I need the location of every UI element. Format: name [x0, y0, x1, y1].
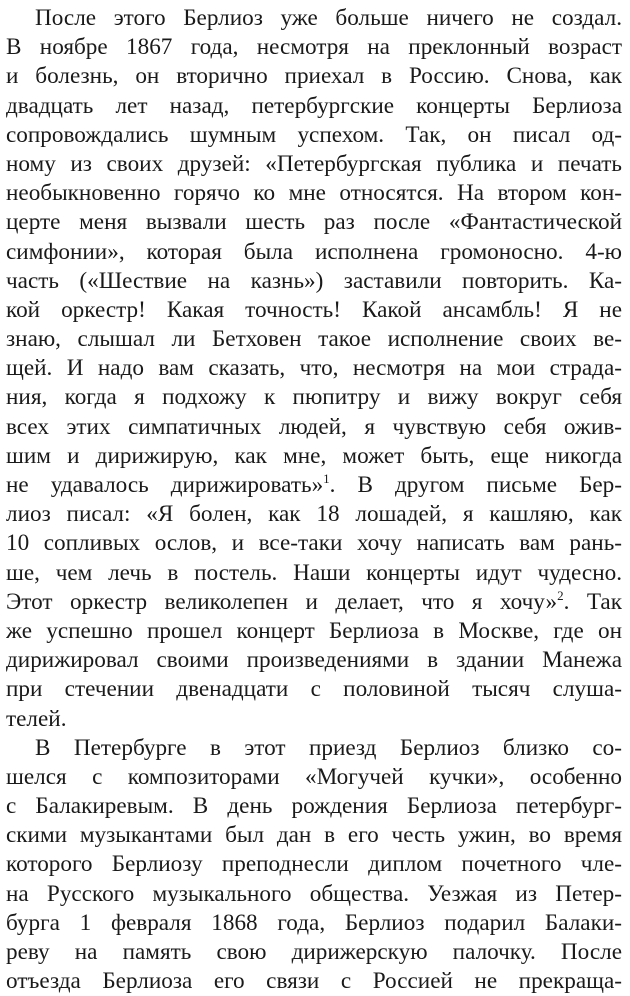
- line-text-continuation: . В другом письме Бер-: [329, 472, 622, 498]
- text-line: [6, 500, 622, 529]
- line-text: Этот оркестр великолепен и делает, что я хочу»: [6, 588, 558, 615]
- text-line: [6, 296, 622, 325]
- text-line: [6, 938, 622, 967]
- text-line: [6, 354, 622, 383]
- body-text: [6, 4, 622, 996]
- text-line: [6, 33, 622, 62]
- text-line: [6, 529, 622, 558]
- text-line: [6, 413, 622, 442]
- line-text: ше, чем лечь в постель. Наши концерты идут чудесно.: [6, 559, 622, 586]
- line-text: не удавалось дирижировать»: [6, 472, 324, 498]
- line-text: лиоз писал: «Я болен, как 18 лошадей, я кашляю, как: [6, 501, 622, 528]
- text-line: [6, 880, 622, 909]
- line-text: скими музыкантами был дан в его честь ужин, во время: [6, 822, 622, 849]
- paragraph: [6, 4, 622, 734]
- line-text-continuation: . Так: [563, 588, 622, 615]
- text-line: [6, 763, 622, 792]
- line-text: После этого Берлиоз уже больше ничего не создал.: [35, 5, 622, 31]
- line-text: знаю, слышал ли Бетховен такое исполнение своих ве-: [6, 326, 622, 353]
- line-text: шим и дирижирую, как мне, может быть, еще никогда: [6, 442, 622, 469]
- line-text: с Балакиревым. В день рождения Берлиоза петербург-: [6, 793, 622, 820]
- text-line: [6, 821, 622, 850]
- line-text: на Русского музыкального общества. Уезжая из Петер-: [6, 880, 622, 907]
- text-line: [6, 325, 622, 354]
- text-line: [6, 646, 622, 675]
- text-line: [6, 208, 622, 237]
- line-text: при стечении двенадцати с половиной тысяч слуша-: [6, 676, 622, 703]
- text-line: [6, 909, 622, 938]
- line-text: шелся с композиторами «Могучей кучки», особенно: [6, 763, 622, 790]
- text-line: [6, 734, 622, 763]
- text-line: [6, 121, 622, 150]
- text-line: [6, 442, 622, 471]
- line-text: дирижировал своими произведениями в здании Манежа: [6, 647, 622, 674]
- text-line: [6, 4, 622, 33]
- footnote-marker: 2: [557, 587, 564, 603]
- line-text: ному из своих друзей: «Петербургская публика и печать: [6, 150, 622, 177]
- text-line: [6, 617, 622, 646]
- line-text: бурга 1 февраля 1868 года, Берлиоз подарил Балаки-: [6, 909, 622, 936]
- line-text: отъезда Берлиоза его связи с Россией не прекраща-: [6, 968, 622, 995]
- text-line: [6, 383, 622, 412]
- text-line: [6, 967, 622, 996]
- line-text: симфонии», которая была исполнена громоносно. 4-ю: [6, 238, 622, 265]
- text-line: [6, 675, 622, 704]
- text-line: [6, 705, 622, 734]
- line-text: щей. И надо вам сказать, что, несмотря на мои страда-: [6, 355, 622, 382]
- text-line: [6, 150, 622, 179]
- book-page: [6, 4, 622, 996]
- line-text: кой оркестр! Какая точность! Какой ансамбль! Я не: [6, 296, 622, 323]
- line-text: необыкновенно горячо ко мне относятся. На втором кон-: [6, 180, 622, 207]
- text-line: [6, 588, 622, 617]
- line-text: церте меня вызвали шесть раз после «Фантастической: [6, 209, 622, 236]
- text-line: [6, 471, 622, 500]
- text-line: [6, 792, 622, 821]
- line-text: часть («Шествие на казнь») заставили повторить. Ка-: [6, 267, 622, 294]
- text-line: [6, 238, 622, 267]
- text-line: [6, 850, 622, 879]
- line-text: реву на память свою дирижерскую палочку. После: [6, 939, 622, 965]
- footnote-marker: 1: [323, 471, 330, 486]
- text-line: [6, 92, 622, 121]
- line-text: которого Берлиозу преподнесли диплом почетного чле-: [6, 851, 622, 878]
- line-text: 10 сопливых ослов, и все-таки хочу написать вам рань-: [6, 530, 622, 557]
- text-line: [6, 559, 622, 588]
- paragraph: [6, 734, 622, 996]
- text-line: [6, 267, 622, 296]
- line-text: ния, когда я подхожу к пюпитру и вижу вокруг себя: [6, 384, 622, 411]
- line-text: сопровождались шумным успехом. Так, он писал од-: [6, 121, 622, 148]
- line-text: В Петербурге в этот приезд Берлиоз близко со-: [35, 734, 622, 761]
- line-text: и болезнь, он вторично приехал в Россию. Снова, как: [6, 63, 622, 90]
- text-line: [6, 62, 622, 91]
- line-text: В ноябре 1867 года, несмотря на преклонный возраст: [6, 34, 622, 61]
- text-line: [6, 179, 622, 208]
- line-text: же успешно прошел концерт Берлиоза в Москве, где он: [6, 617, 622, 644]
- line-text: всех этих симпатичных людей, я чувствую себя ожив-: [6, 413, 622, 440]
- line-text: двадцать лет назад, петербургские концерты Берлиоза: [6, 92, 622, 119]
- line-text: телей.: [6, 705, 67, 732]
